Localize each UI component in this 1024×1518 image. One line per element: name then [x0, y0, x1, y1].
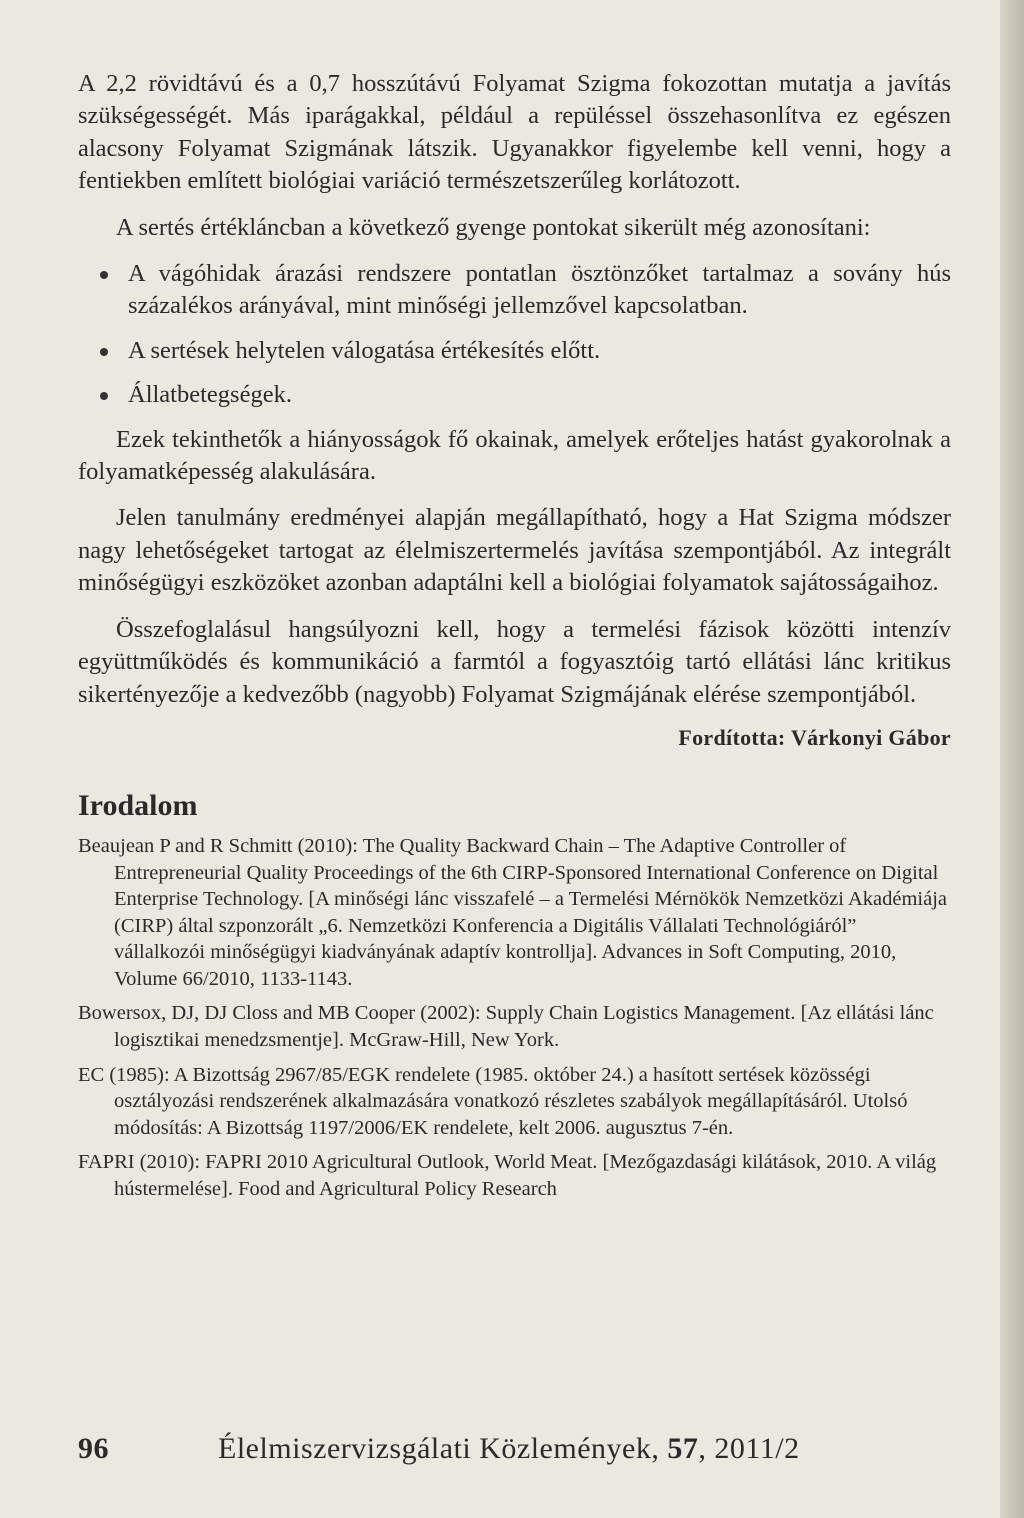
- paragraph: Összefoglalásul hangsúlyozni kell, hogy a termelési fázisok közötti intenzív együttműködés és kommunikáció a farmtól a fogyasztóig tartó ellátási lánc kritikus sikertényezője a kedvezőbb (nagyobb) Folyamat Szigmájának elérése szempontjából.: [78, 615, 951, 708]
- bullet-item: A vágóhidak árazási rendszere pontatlan ösztönzőket tartalmaz a sovány hús százalékos arányával, mint minőségi jellemzővel kapcsolatban.: [78, 258, 951, 323]
- bullet-icon: [100, 271, 108, 279]
- page-footer: [78, 1432, 951, 1466]
- main-content: [78, 68, 951, 1211]
- reference-item: EC (1985): A Bizottság 2967/85/EGK rendelete (1985. október 24.) a hasított sertések közösségi osztályozási rendszerének alkalmazására vonatkozó részletes szabályok megállapításáról. Utolsó módosítás: A Bizottság 1197/2006/EK rendelete, kelt 2006. augusztus 7-én.: [78, 1063, 908, 1139]
- translator-credit: Fordította: Várkonyi Gábor: [678, 724, 951, 750]
- reference-item: Beaujean P and R Schmitt (2010): The Quality Backward Chain – The Adaptive Controller of Entrepreneurial Quality Proceedings of the 6th CIRP-Sponsored International Conference on Digital Enterprise Technology. [A minőségi lánc visszafelé – a Termelési Mérnökök Nemzetközi Akadémiája (CIRP) által szponzorált „6. Nemzetközi Konferencia a Digitális Vállalati Technológiáról” vállalkozói minőségügyi kiadványának adaptív kontrollja]. Advances in Soft Computing, 2010, Volume 66/2010, 1133-1143.: [78, 834, 948, 990]
- section-title: Irodalom: [78, 788, 198, 822]
- page-edge: [1000, 0, 1024, 1518]
- paragraph: A sertés értékláncban a következő gyenge pontokat sikerült még azonosítani:: [116, 213, 871, 241]
- reference-list: [78, 833, 951, 1203]
- reference-item: FAPRI (2010): FAPRI 2010 Agricultural Outlook, World Meat. [Mezőgazdasági kilátások, 2010. A világ hústermelése]. Food and Agricultural Policy Research: [78, 1151, 937, 1201]
- bullet-item: Állatbetegségek.: [78, 379, 951, 411]
- bullet-icon: [100, 392, 108, 400]
- paragraph: Ezek tekinthetők a hiányosságok fő okainak, amelyek erőteljes hatást gyakorolnak a folyamatképesség alakulására.: [78, 425, 951, 486]
- paragraph: Jelen tanulmány eredményei alapján megállapítható, hogy a Hat Szigma módszer nagy lehetőségeket tartogat az élelmiszertermelés javítása szempontjából. Az integrált minőségügyi eszközöket azonban adaptálni kell a biológiai folyamatok sajátosságaihoz.: [78, 504, 951, 597]
- page-number: 96: [78, 1432, 109, 1465]
- journal-name: Élelmiszervizsgálati Közlemények,: [218, 1432, 668, 1465]
- journal-volume: 57: [667, 1432, 699, 1465]
- journal-citation: [218, 1432, 800, 1466]
- bullet-icon: [100, 348, 108, 356]
- paragraph: A 2,2 rövidtávú és a 0,7 hosszútávú Folyamat Szigma fokozottan mutatja a javítás szükségességét. Más iparágakkal, például a repüléssel összehasonlítva ez egészen alacsony Folyamat Szigmának látszik. Ugyanakkor figyelembe kell venni, hogy a fentiekben említett biológiai variáció természetszerűleg korlátozott.: [78, 70, 951, 195]
- bullet-list: [78, 258, 951, 412]
- reference-item: Bowersox, DJ, DJ Closs and MB Cooper (2002): Supply Chain Logistics Management. [Az ellátási lánc logisztikai menedzsmentje]. McGraw-Hill, New York.: [78, 1002, 934, 1052]
- bullet-item: A sertések helytelen válogatása értékesítés előtt.: [78, 335, 951, 367]
- journal-issue: , 2011/2: [698, 1432, 800, 1465]
